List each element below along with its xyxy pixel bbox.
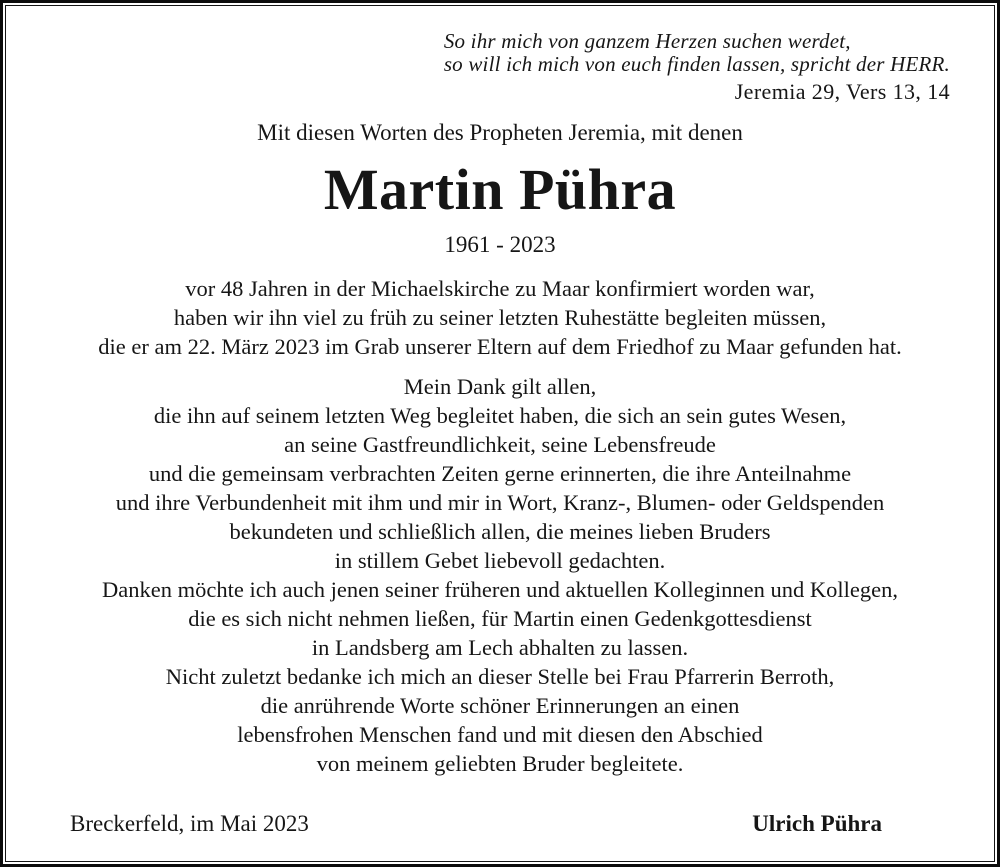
paragraph-line: und ihre Verbundenheit mit ihm und mir in Wort, Kranz-, Blumen- oder Geldspenden xyxy=(115,490,885,515)
paragraph-line: haben wir ihn viel zu früh zu seiner letzten Ruhestätte begleiten müssen, xyxy=(173,305,827,330)
paragraph-line: Nicht zuletzt bedanke ich mich an dieser Stelle bei Frau Pfarrerin Berroth, xyxy=(165,664,835,689)
scripture-quote xyxy=(444,30,950,103)
paragraph-line: die es sich nicht nehmen ließen, für Martin einen Gedenkgottesdienst xyxy=(188,606,812,631)
footer-row xyxy=(70,811,882,837)
funeral-paragraph xyxy=(26,274,974,361)
deceased-name: Martin Pühra xyxy=(323,157,677,222)
paragraph-line: Danken möchte ich auch jenen seiner früheren und aktuellen Kolleginnen und Kollegen, xyxy=(102,577,898,602)
paragraph-line: an seine Gastfreundlichkeit, seine Lebensfreude xyxy=(284,432,716,457)
paragraph-line: die anrührende Worte schöner Erinnerungen an einen xyxy=(260,693,740,718)
scripture-line: so will ich mich von euch finden lassen, spricht der HERR. xyxy=(443,52,950,76)
paragraph-line: in Landsberg am Lech abhalten zu lassen. xyxy=(311,635,689,660)
intro-line: Mit diesen Worten des Propheten Jeremia, mit denen xyxy=(257,120,743,145)
thanks-paragraph xyxy=(26,372,974,778)
scripture-line: So ihr mich von ganzem Herzen suchen werdet, xyxy=(443,29,851,53)
scripture-attribution: Jeremia 29, Vers 13, 14 xyxy=(734,79,950,104)
paragraph-line: und die gemeinsam verbrachten Zeiten gerne erinnerten, die ihre Anteilnahme xyxy=(148,461,852,486)
paragraph-line: lebensfrohen Menschen fand und mit diesen den Abschied xyxy=(237,722,763,747)
paragraph-line: von meinem geliebten Bruder begleitete. xyxy=(316,751,684,776)
place-and-date: Breckerfeld, im Mai 2023 xyxy=(70,811,309,836)
paragraph-line: die ihn auf seinem letzten Weg begleitet haben, die sich an sein gutes Wesen, xyxy=(153,403,847,428)
paragraph-line: Mein Dank gilt allen, xyxy=(403,374,597,399)
deceased-years: 1961 - 2023 xyxy=(444,232,556,257)
paragraph-line: bekundeten und schließlich allen, die meines lieben Bruders xyxy=(229,519,771,544)
inner-border-frame xyxy=(5,5,995,862)
paragraph-line: in stillem Gebet liebevoll gedachten. xyxy=(334,548,666,573)
mourner-name: Ulrich Pühra xyxy=(752,811,882,836)
paragraph-line: die er am 22. März 2023 im Grab unserer Eltern auf dem Friedhof zu Maar gefunden hat. xyxy=(98,334,902,359)
paragraph-line: vor 48 Jahren in der Michaelskirche zu Maar konfirmiert worden war, xyxy=(185,276,815,301)
